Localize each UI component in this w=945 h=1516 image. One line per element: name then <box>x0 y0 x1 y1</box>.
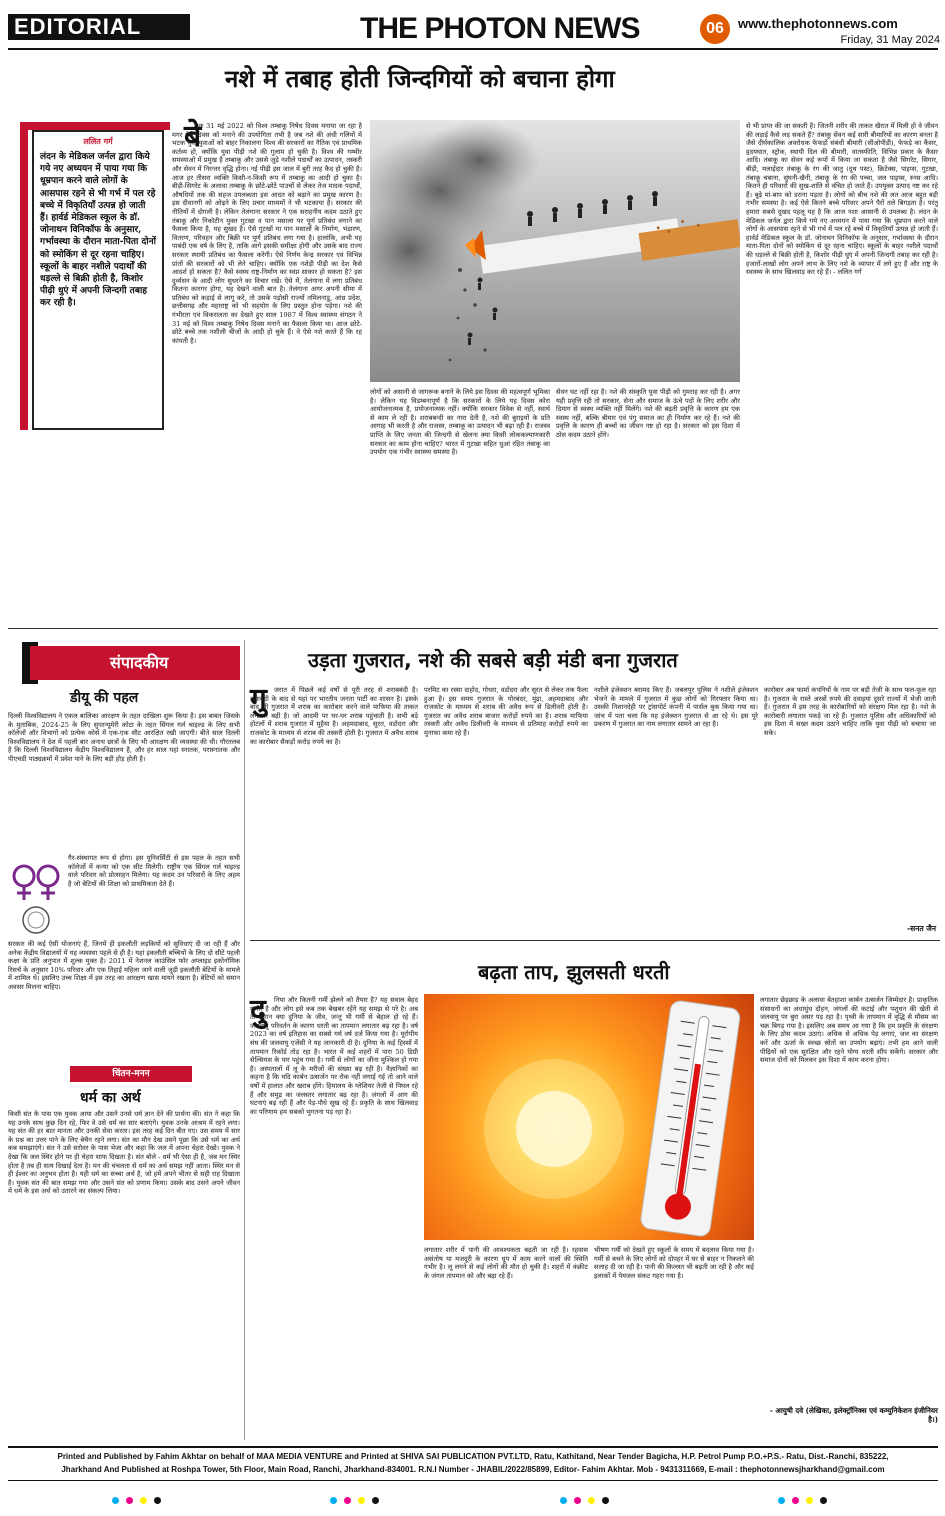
registration-dot <box>154 1497 161 1504</box>
editorial-body-2: गैर-संस्थागत रूप से होगा। इस यूनिवर्सिटी से इस पहल के तहत सभी कॉलेजों में कन्या को एक सीट मिलेगी। राष्ट्रीय एक सिंगल गर्ल चाइल्ड वाले परिवार को प्रोत्साहन मिलेगा। यह कदम उन परिवारों के लिए अहम है जो बेटियों की शिक्षा को प्राथमिकता देते हैं। <box>68 854 240 888</box>
article-3-headline: बढ़ता ताप, झुलसती धरती <box>478 960 670 984</box>
article-1-headline: नशे में तबाह होती जिन्दगियों को बचाना होगा <box>225 65 615 93</box>
masthead-divider <box>8 48 938 50</box>
registration-dot <box>820 1497 827 1504</box>
pull-quote-box <box>32 130 164 430</box>
website-link[interactable]: www.thephotonnews.com <box>738 16 898 31</box>
article-2-headline: उड़ता गुजरात, नशे की सबसे बड़ी मंडी बना गुजरात <box>308 648 678 672</box>
dharm-ka-arth-title: धर्म का अर्थ <box>80 1090 141 1106</box>
article-2-column-4: कारोबार अब फार्मा कंपनियों के नाम पर बड़ी तेजी के साथ फल-फूल रहा है। गुजरात के रास्ते अरबों रुपये की दवाइयां दूसरे राज्यों में भेजी जाती हैं। गुजरात में इस तरह के कारोबारियों को संरक्षण मिल रहा है। नशे के कारोबारी लगातार पकड़े जा रहे हैं। गुजरात पुलिस और अधिकारियों को इस दिशा में सख्त कदम उठाने चाहिए ताकि युवा पीढ़ी को बचाया जा सके। <box>764 686 936 737</box>
article-1-column-3: सेवन घट नहीं रहा है। नशे की संस्कृति युवा पीढ़ी को गुमराह कर रही है। अगर यही प्रवृत्ति रही तो सरकार, सेना और समाज के ऊंचे पदों के लिए शरीर और दिमाग से स्वस्थ व्यक्ति नहीं मिलेंगे। नशे की बढ़ती प्रवृत्ति के कारण हम एक स्वस्थ नहीं, बल्कि बीमार एवं पंगु समाज का ही निर्माण कर रहे हैं। नशे की प्रवृत्ति के कारण ही बच्चों का जीवन नष्ट हो रहा है। सरकार को इस दिशा में ठोस कदम उठाने होंगे। <box>556 388 740 439</box>
registration-dot <box>778 1497 785 1504</box>
column-divider <box>244 640 245 1440</box>
section-divider <box>8 628 938 629</box>
registration-dot <box>358 1497 365 1504</box>
editorial-body-1: दिल्ली विश्वविद्यालय ने एकल बालिका आरक्षण के तहत दाखिला शुरू किया है। इस बाबत जिसके के मुताबिक, 2024-25 के लिए सुपरन्यूमेरी कोटा के तहत सिंगल गर्ल चाइल्ड के लिए सभी कॉलेजों और विभागों को प्रत्येक कोर्स में एक-एक सीट आरक्षित रखी जाएगी। बीते साल दिल्ली विश्वविद्यालय ने देश में पहली बार अनाथ छात्रों के लिए भी आरक्षण की व्यवस्था की थी। गौरतलब है कि दिल्ली विश्वविद्यालय केंद्रीय विश्वविद्यालय है, और हर साल यहां स्नातक, परास्नातक और पीएचडी पाठ्यक्रमों में प्रवेश पाने के लिए बड़ी होड़ होती है। <box>8 712 240 763</box>
article-3-author: - आयुषी दवे (लेखिका, इलेक्ट्रॉनिक्स एवं कम्युनिकेशन इंजीनियर है।) <box>769 1406 938 1424</box>
editorial-body-3: सरकार की कई ऐसी योजनाएं हैं, जिनमें ही इकलौती लड़कियों को सुविधाएं दी जा रही हैं और अनेक केंद्रीय विद्यालयों में यह व्यवस्था पहले से ही है। यहां इकलौती बच्चियों के लिए दो सीटें पहली कक्षा के प्रति अनुपात में शुल्क मुक्त है। 2011 में नेशनल काउंसिल फॉर अप्लाइड इकोनॉमिक रिसर्च के अनुसार 10% परिवार और एक तिहाई महिला जाने वाली जुड़ी इकलौती बेटियों के मामले में शामिल थे। इसलिए उच्च शिक्षा में इस तरह का आरक्षण खास मायने रखता है। बेटियों को समान अवसर मिलना चाहिए। <box>8 940 240 991</box>
article-1-drop-cap: बे <box>184 119 202 154</box>
registration-dot <box>588 1497 595 1504</box>
page-number-badge: 06 <box>700 14 730 44</box>
issue-date: Friday, 31 May 2024 <box>840 34 940 46</box>
article-1-column-4: से भी प्राप्त की जा सकती है। जितनी शरीर की ताकत खैरात में मिली हो वे जीवन की लड़ाई कैसे लड़ सकते हैं? तंबाकू सेवन कई सारी बीमारियों का कारण बनता है जैसे दीर्घकालिक अवरोधक फेफड़ों संबंधी बीमारी (सीओपीडी), फेफड़े का कैंसर, हृदयघात, स्ट्रोक, स्थायी दिल की बीमारी, वातस्फीति, विभिन्न प्रकार के कैंसर आदि। तंबाकू का सेवन कई रूपों में किया जा सकता है जैसे सिगरेट, सिगार, बीड़ी, मलाईदार तंबाकू के रंग की जातु (दूथ पस्ट), क्रिटेक्स, पाइप्स, गुटखा, तंबाकू चबाना, सुंघनी-खैनी, तंबाकू के रंग की पच्चा, जल पाइप्स, स्नस आदि। कितने ही परिवारों की सुख-शांति से वंचित हो जाते हैं। उपयुक्त उत्पाद नष्ट कर रहे हैं। बूढ़े मां-बाप को डराना पड़ता है। लोगों को बीच नशे की लत आज बहुत बड़ी गंभीर समस्या है। कई ऐसे कितने बच्चे परिवार अपने पैरों तले बिगड़ता है। परंतु हमारा सबसे दुखद पहलू यह है कि आज नशा आसानी से उपलब्ध है। लंदन के मेडिकल जर्नल द्वारा किये गये नए अध्ययन में पाया गया कि धूम्रपान करने वाले लोगों के आसपास रहने से भी गर्भ में पल रहे बच्चे में विकृतियाँ उत्पन्न हो जाती हैं। हार्वर्ड मेडिकल स्कूल के डॉ. जोनाथन विनिकॉफ के अनुसार, गर्भावस्था के दौरान माता-पिता दोनों को स्मोकिंग से दूर रहना चाहिए। स्कूलों के बाहर नशीले पदार्थों की धड़ल्ले से बिक्री होती है, किशोर पीढ़ी धुएं में अपनी जिन्दगी तबाह कर रही है। हजारों-लाखों लोग अपने लाभ के लिए नशे के व्यापार में लगे हुए हैं और राष्ट्र के स्वास्थ्य के साथ खिलवाड़ कर रहे हैं। - ललित गर्ग <box>746 122 938 277</box>
footer-divider-2 <box>8 1480 938 1481</box>
registration-dot <box>126 1497 133 1504</box>
registration-dot <box>792 1497 799 1504</box>
registration-marks <box>0 1494 945 1508</box>
cigarette-illustration <box>370 120 740 382</box>
section-label: EDITORIAL <box>8 14 190 40</box>
article-1-column-1: शक 31 मई 2022 को विश्व तम्बाकू निषेध दिवस मनाया जा रहा है मगर ऐसे दिवस को मनाने की उपयोगिता तभी है जब नशे की अंधी गलियों में भटक चुके युवाओं को बाहर निकालना विश्व की सरकारों का नैतिक एवं प्राथमिक कर्तव्य हो, क्योंकि युवा पीढ़ी नशे की गुलाम हो चुकी है। विश्व की गम्भीर समस्याओं में प्रमुख है तम्बाकू और उससे जुड़े नशीले पदार्थों का उत्पादन, तस्करी और सेवन में निरन्तर वृद्धि होना। नई पीढ़ी इस जाल में बुरी तरह कैद हो चुकी है। आज हर तीसरा व्यक्ति किसी-न-किसी रूप में तम्बाकू का आदी हो चुका है। बीड़ी-सिगरेट के अलावा तम्बाकू के छोटे-छोटे पाउचों से लेकर तेज मादक पदार्थों, औषधियों तक की सहज उपलब्धता इस आदत को बढ़ाने का प्रमुख कारण है। इस दीवानगी को ओढ़ने के लिए प्रचार माध्यमों ने भी भटकाया है। सरकार की नीतियों में दोगली है। लेकिन तेलंगाना सरकार ने एक सराहनीय कदम उठाते हुए तंबाकू और निकोटीन युक्त गुटखा व पान मसाला पर पूर्ण प्रतिबंध लगाने का फैसला किया है, यह सुखद है। ऐसे गुटखों या पान मसालों के निर्माण, भंडारण, वितरण, परिवहन और बिक्री पर पूर्ण प्रतिबंध लगा गया है। हालांकि, अभी यह पाबंदी एक वर्ष के लिए है, ताकि आगे इसकी समीक्षा होगी और उसके बाद राज्य सरकार स्थायी प्रतिबंध का फैसला करेगी। ऐसे निर्णय केन्द्र सरकार एवं विभिन्न प्रांतों की सरकारों को भी लेने चाहिए। क्योंकि एक नशेड़ी पीढ़ी का देश कैसे आदर्श हो सकता है? कैसे स्वस्थ राष्ट्र-निर्माण का स्वप्न साकार हो सकता है? इस दुर्व्यसन के आदी लोग सुधरने का विचार रखें। ऐसे में, तेलंगाना में लगा प्रतिबंध कितना कारगर होगा, यह देखने वाली बात है। तेलंगाना अगर अपनी सीमा में प्रतिबंध को कड़ाई से लागू करे, तो उसके पड़ोसी राज्यों तमिलनाडु, आंध्र प्रदेश, छत्तीसगढ़ और महाराष्ट्र को भी सहयोग के लिए प्रस्तुत होना पड़ेगा। नशे की गंभीरता एवं विकरालता का देखते हुए साल 1987 में विश्व स्वास्थ्य संगठन ने 31 मई को विश्व तम्बाकू निषेध दिवस मनाने का फैसला किया था। आज छोटे-छोटे बच्चे तक नशीली चीजों के आदी हो चुके हैं। वे ऐसे नशे करते हैं कि रह कांपती है। <box>172 122 362 345</box>
registration-dot <box>602 1497 609 1504</box>
article-2-author: -सनत जैन <box>907 924 936 933</box>
registration-dot <box>806 1497 813 1504</box>
footer-divider <box>8 1446 938 1448</box>
article-3-drop-cap: दु <box>250 993 266 1028</box>
section-divider-2 <box>250 940 940 941</box>
article-2-column-2: परमिट का रस्सा दाहोद, गोधरा, वडोदरा और सूरत से लेकर तक फैला हुआ है। इस समय गुजरात के पोरबंदर, मुंद्रा, अहमदाबाद और राजकोट के माध्यम से शराब की अवैध रूप से डिलीवरी होती है। गुजरात का अवैध शराब बाजार करोड़ों रुपये का है। शराब माफिया तस्करी और अवैध डिलीवरी के माध्यम से प्रतिमाह करोड़ों रुपये का मुनाफा कमा रहे हैं। <box>424 686 588 737</box>
article-3-column-4: लगातार छेड़छाड़ के अलावा बेतहाशा कार्बन उत्सर्जन जिम्मेदार है। प्राकृतिक संसाधनों का अंधाधुंध दोहन, जंगलों की कटाई और पशुधन की खेती से जलवायु पर बुरा असर पड़ रहा है। पृथ्वी के तापमान में वृद्धि से मौसम का चक्र बिगड़ गया है। इसलिए अब समय आ गया है कि हम प्रकृति के संरक्षण के लिए ठोस कदम उठाएं। अधिक से अधिक पेड़ लगाएं, जल का संरक्षण करें और ऊर्जा के स्वच्छ स्रोतों का उपयोग बढ़ाएं। तभी हम आने वाली पीढ़ियों को एक सुरक्षित और रहने योग्य धरती सौंप सकेंगे। सरकार और समाज दोनों को मिलकर इस दिशा में काम करना होगा। <box>760 996 938 1065</box>
registration-dot <box>574 1497 581 1504</box>
registration-dot <box>140 1497 147 1504</box>
article-3-column-3: भीषण गर्मी को देखते हुए स्कूलों के समय में बदलाव किया गया है। गर्मी से बचने के लिए लोगों को दोपहर में घर से बाहर न निकलने की सलाह दी जा रही है। पानी की किल्लत भी बढ़ती जा रही है और कई इलाकों में पेयजल संकट गहरा गया है। <box>594 1246 754 1280</box>
editorial-title: डीयू की पहल <box>70 690 139 706</box>
imprint-line-1: Printed and Published by Fahim Akhtar on behalf of MAA MEDIA VENTURE and Printed at SHIVA SAI PUBLICATION PVT.LTD, Ratu, Kathitand, Near Tender Bagicha, H.P. Petrol Pump P.O.+P.S.- Ratu, Dist.-Ranchi, 835222, <box>57 1452 889 1461</box>
registration-dot <box>330 1497 337 1504</box>
dharm-ka-arth-body: किसी संत के पास एक युवक आया और उसने उनसे धर्म ज्ञान देने की प्रार्थना की। संत ने कहा कि यह उनके साथ कुछ दिन रहे, फिर वे उसे धर्म का सार बताएंगे। युवक उनके आश्रम में रहने लगा। यह संत की हर बात मानता और उनकी सेवा करता। इस तरह कई दिन बीत गए। उस समय में सार के प्रश्न का उत्तर पाने के लिए बेचैन रहने लगा। संत का मौन देख उसने पूछा कि उसे धर्म का अर्थ कब समझाएंगे। संत ने उसे सरोवर के पास भेजा और कहा कि जल में अपना चेहरा देखो। युवक ने देखा कि जल स्थिर होने पर ही चेहरा साफ दिखता है। संत बोले - धर्म भी ऐसा ही है, जब मन स्थिर होता है तब ही सत्य दिखाई देता है। मन की चंचलता से धर्म का अर्थ समझ नहीं आता। स्थिर मन से ही ईश्वर का अनुभव होता है। यही धर्म का सच्चा अर्थ है, जो हमें अपने भीतर से सही राह दिखाता है। युवक संत की बात समझ गया और उसने संत को प्रणाम किया। उसके बाद उसने अपने जीवन में धर्म के इस अर्थ को उतारने का संकल्प लिया। <box>8 1110 240 1196</box>
pull-quote-text: लंदन के मेडिकल जर्नल द्वारा किये गये नए अध्ययन में पाया गया कि धूम्रपान करने वाले लोगों के आसपास रहने से भी गर्भ में पल रहे बच्चे में विकृतियाँ उत्पन्न हो जाती हैं। हार्वर्ड मेडिकल स्कूल के डॉ. जोनाथन विनिकॉफ के अनुसार, गर्भावस्था के दौरान माता-पिता दोनों को स्मोकिंग से दूर रहना चाहिए। स्कूलों के बाहर नशीले पदार्थों की धड़ल्ले से बिक्री होती है, किशोर पीढ़ी धुएं में अपनी जिन्दगी तबाह कर रही है। <box>40 152 156 309</box>
article-1-photo-cigarette-smoke <box>370 120 740 382</box>
registration-dot <box>560 1497 567 1504</box>
article-1-column-2: लोगों को असानी से जागरूक बनाने के लिये इस दिवस की महत्वपूर्ण भूमिका है। लेकिन यह विडम्बनापूर्ण है कि सरकारों के लिये यह दिवस कोरा आयोजनात्मक है, प्रयोजनात्मक नहीं। क्योंकि सरकार विवेक से नहीं, स्वार्थ से काम ले रही है। शराबबन्दी का नारा देती है, नशे की बुराइयों के प्रति आगाह भी करती है और राजस्व, तम्बाकू का उत्पादन भी बढ़ा रही है। राजस्व प्राप्ति के लिए जनता की जिन्दगी से खेलना क्या किसी लोककल्याणकारी सरकार का काम होना चाहिए? भारत में गुटखा सहित धुआं रहित तंबाकू का उपयोग एक गंभीर स्वास्थ्य समस्या है। <box>370 388 550 457</box>
article-3-column-2: लगातार शरीर में पानी की आवश्यकता बढ़ती जा रही है। रहवास असंतोष या मजदूरी के कारण धूप में काम करने वालों की स्थिति गंभीर है। लू लगने से कई लोगों की मौत हो चुकी है। शहरों में कंक्रीट के जंगल तापमान को और बढ़ा रहे हैं। <box>424 1246 588 1280</box>
newspaper-title: THE PHOTON NEWS <box>360 12 640 45</box>
registration-dot <box>372 1497 379 1504</box>
registration-dot <box>344 1497 351 1504</box>
chintan-manan-label: चिंतन-मनन <box>70 1066 192 1082</box>
pull-quote-accent-top <box>20 122 170 130</box>
article-2-column-1: जरात में पिछले कई वर्षों से पूरी तरह से शराबबंदी है। नशाबंदी के बाद से यहां पर भारतीय जनता पार्टी का शासन है। इसके बाद भी गुजरात में शराब का कारोबार करने वाले माफिया की ताकत लगातार बढ़ी है। जो आदमी पर घर-घर शराब पहुंचाती है। सभी बड़े होटलों में शराब गुजरात में मुहैया है। अहमदाबाद, सूरत, वडोदरा और राजकोट के माध्यम से शराब की तस्करी होती है। गुजरात में अवैध शराब का कारोबार सैकड़ों करोड़ रुपये का है। <box>250 686 418 746</box>
pull-quote-accent-side <box>20 122 28 430</box>
imprint-line-2: Jharkhand And Published at Roshpa Tower, 5th Floor, Main Road, Ranchi, Jharkhand-834001. R.N.I Number - JHABIL/2022/85899, Editor- Fahim Akhtar. Mob - 9431311669, E-mail : thephotonnewsjharkhand@gmail.com <box>61 1465 885 1474</box>
pull-quote-author: ललित गर्ग <box>83 136 113 146</box>
article-3-photo-thermometer-sun <box>424 994 754 1240</box>
female-symbol-icon <box>8 858 64 936</box>
article-2-column-3: नशीले इंजेक्शन बरामद किए हैं। जबलपुर पुलिस ने नशीले इंजेक्शन भेजने के मामले में गुजरात में कुछ लोगों को गिरफ्तार किया था। उसकी निशानदेही पर ट्रांसपोर्ट कंपनी में पार्सल बुक किया गया था। जांच में पता चला कि यह इंजेक्शन गुजरात से आ रहे थे। इस पूरे प्रकरण में गुजरात का नाम लगातार सामने आ रहा है। <box>594 686 758 729</box>
editorial-section-label: संपादकीय <box>30 646 240 680</box>
thermometer-illustration <box>424 994 754 1240</box>
article-2-drop-cap: गु <box>250 682 267 717</box>
article-3-column-1: निया और कितनी गर्मी झेलने को तैयार है? यह सवाल बेहद गंभीर है और लोग इसे कब तक बेखबर रहेंगे यह समझ से परे है। अब तो इंसान क्या दुनिया के जीव, जन्तु भी गर्मी से बेहाल हो रहे हैं। जलवायु परिवर्तन के कारण धरती का तापमान लगातार बढ़ रहा है। वर्ष 2023 का वर्ष इतिहास का सबसे गर्म वर्ष दर्ज किया गया है। यूरोपीय संघ की जलवायु एजेंसी ने यह जानकारी दी है। दुनिया के कई हिस्सों में तापमान रिकॉर्ड तोड़ रहा है। भारत में कई शहरों में पारा 50 डिग्री सेल्सियस के पार पहुंच गया है। गर्मी से लोगों का जीना मुश्किल हो गया है। अस्पतालों में लू के मरीजों की संख्या बढ़ रही है। वैज्ञानिकों का कहना है कि यदि कार्बन उत्सर्जन पर रोक नहीं लगाई गई तो आने वाले वर्षों में हालात और खराब होंगे। हिमालय के ग्लेशियर तेजी से पिघल रहे हैं और समुद्र का जलस्तर लगातार बढ़ रहा है। जंगलों में आग की घटनाएं बढ़ रही हैं और पेड़-पौधे सूख रहे हैं। प्रकृति के साथ खिलवाड़ का परिणाम हम सबको भुगतना पड़ रहा है। <box>250 996 418 1116</box>
registration-dot <box>112 1497 119 1504</box>
